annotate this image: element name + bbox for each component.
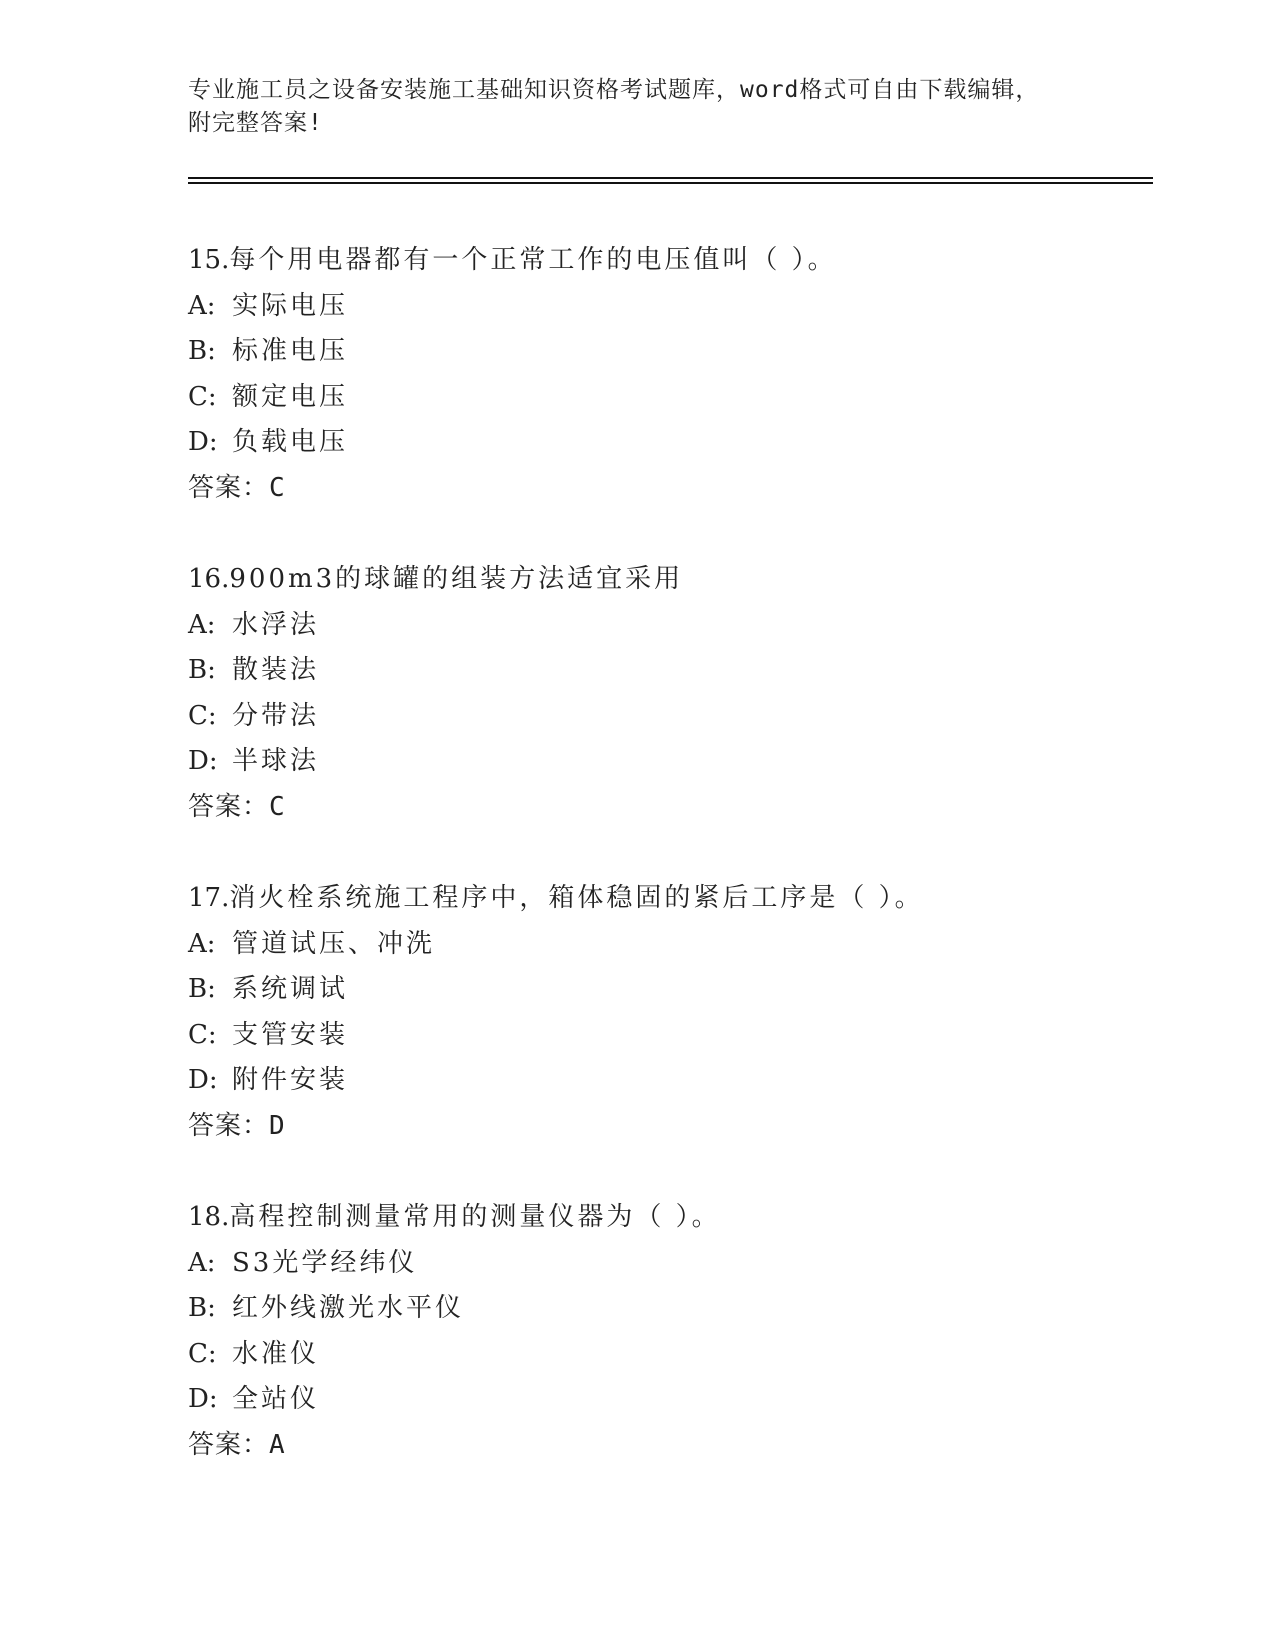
option-letter: C: — [188, 381, 217, 412]
option-letter: C: — [188, 700, 217, 731]
option-text: 水准仪 — [232, 1338, 320, 1369]
option-letter: A: — [188, 928, 216, 959]
option-text: 标准电压 — [232, 336, 349, 366]
option-c — [188, 694, 1148, 740]
option-letter: C: — [188, 1019, 217, 1050]
answer-label: 答案： — [188, 1110, 270, 1141]
option-text: 水浮法 — [232, 609, 320, 640]
option-letter: B: — [188, 1293, 216, 1323]
option-text: 散装法 — [232, 655, 320, 685]
question-text: 消火栓系统施工程序中，箱体稳固的紧后工序是（ ）。 — [229, 883, 924, 913]
question-number: 17. — [188, 883, 230, 913]
option-text: 分带法 — [232, 700, 320, 731]
header-line-2: 附完整答案! — [188, 110, 323, 136]
option-a — [188, 603, 1148, 649]
option-c — [188, 1332, 1148, 1378]
option-a — [188, 922, 1148, 968]
option-d — [188, 420, 1148, 466]
option-text: 额定电压 — [232, 381, 349, 412]
option-text: 附件安装 — [232, 1065, 349, 1095]
option-letter: D: — [188, 746, 218, 776]
question-number: 15. — [188, 245, 230, 275]
answer-line — [188, 1104, 1148, 1150]
answer-value: A — [269, 1429, 286, 1460]
option-a — [188, 284, 1148, 330]
question-stem — [188, 876, 1148, 922]
question-number: 16. — [188, 564, 230, 594]
option-c — [188, 1013, 1148, 1059]
option-c — [188, 375, 1148, 421]
question-18 — [188, 1195, 1148, 1468]
question-stem — [188, 1195, 1148, 1241]
option-d — [188, 1377, 1148, 1423]
answer-line — [188, 1423, 1148, 1469]
option-text: 负载电压 — [232, 427, 349, 457]
option-text: 全站仪 — [232, 1384, 320, 1414]
answer-line — [188, 785, 1148, 831]
question-text: 高程控制测量常用的测量仪器为（ ）。 — [229, 1202, 721, 1232]
option-d — [188, 1058, 1148, 1104]
question-text: 每个用电器都有一个正常工作的电压值叫（ ）。 — [229, 245, 837, 275]
option-d — [188, 739, 1148, 785]
option-letter: A: — [188, 1247, 216, 1278]
question-17 — [188, 876, 1148, 1149]
option-b — [188, 329, 1148, 375]
option-b — [188, 1286, 1148, 1332]
option-letter: B: — [188, 974, 216, 1004]
option-text: 管道试压、冲洗 — [232, 928, 436, 959]
question-number: 18. — [188, 1202, 230, 1232]
answer-label: 答案： — [188, 1429, 270, 1460]
option-letter: B: — [188, 336, 216, 366]
option-b — [188, 967, 1148, 1013]
header-line-1: 专业施工员之设备安装施工基础知识资格考试题库，word格式可自由下载编辑， — [188, 77, 1040, 103]
answer-value: C — [269, 472, 286, 503]
option-letter: C: — [188, 1338, 217, 1369]
option-letter: D: — [188, 1065, 218, 1095]
option-text: 支管安装 — [232, 1019, 349, 1050]
header-divider-top — [188, 177, 1153, 179]
option-letter: D: — [188, 1384, 218, 1414]
option-letter: D: — [188, 427, 218, 457]
option-letter: A: — [188, 609, 216, 640]
answer-label: 答案： — [188, 791, 270, 822]
header-divider-bottom — [188, 182, 1153, 184]
question-stem — [188, 557, 1148, 603]
question-text: 900m3的球罐的组装方法适宜采用 — [229, 564, 684, 594]
question-15 — [188, 238, 1148, 511]
answer-value: C — [269, 791, 286, 822]
option-a — [188, 1241, 1148, 1287]
option-text: 红外线激光水平仪 — [232, 1293, 465, 1323]
question-16 — [188, 557, 1148, 830]
answer-line — [188, 466, 1148, 512]
option-text: S3光学经纬仪 — [232, 1247, 418, 1278]
document-header — [188, 74, 1088, 140]
option-text: 实际电压 — [232, 290, 349, 321]
answer-label: 答案： — [188, 472, 270, 503]
option-b — [188, 648, 1148, 694]
option-letter: B: — [188, 655, 216, 685]
option-letter: A: — [188, 290, 216, 321]
option-text: 系统调试 — [232, 974, 349, 1004]
option-text: 半球法 — [232, 746, 320, 776]
question-stem — [188, 238, 1148, 284]
answer-value: D — [269, 1110, 286, 1141]
